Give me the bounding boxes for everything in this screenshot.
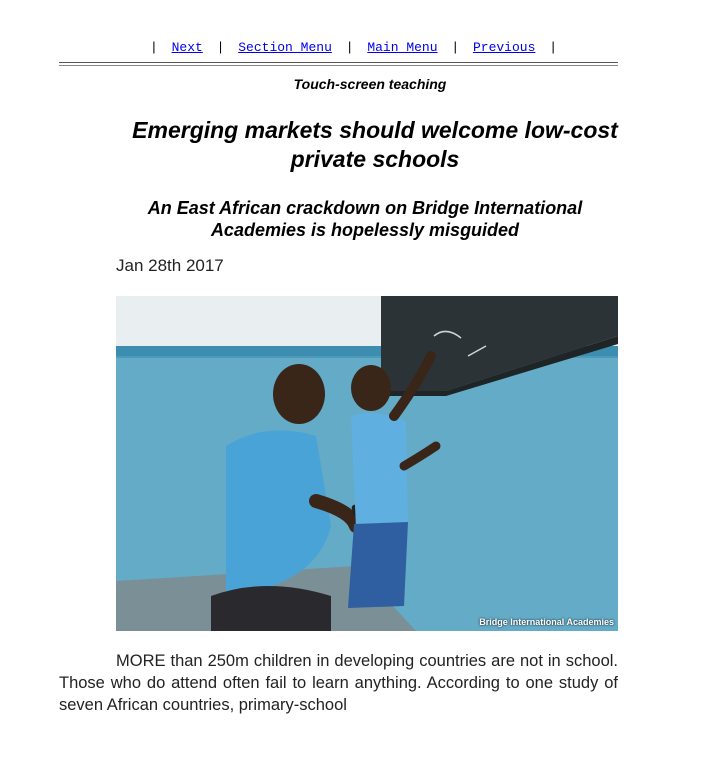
article-body <box>59 650 618 716</box>
nav-separator: | <box>149 40 158 55</box>
top-navigation <box>0 40 707 55</box>
nav-separator: | <box>451 40 460 55</box>
nav-previous-link[interactable]: Previous <box>472 40 536 55</box>
article-subheadline: An East African crackdown on Bridge International Academies is hopelessly misguided <box>147 198 583 240</box>
nav-section-menu-link[interactable]: Section Menu <box>238 40 332 55</box>
nav-main-menu-link[interactable]: Main Menu <box>367 40 438 55</box>
nav-separator: | <box>549 40 558 55</box>
divider <box>59 62 618 63</box>
article-headline: Emerging markets should welcome low-cost private schools <box>132 117 618 172</box>
nav-next-link[interactable]: Next <box>171 40 203 55</box>
article-kicker: Touch-screen teaching <box>293 76 447 92</box>
article-paragraph: MORE than 250m children in developing countries are not in school. Those who do attend often fail to learn anything. According to one study of seven African countries, primary-school <box>59 652 618 714</box>
photo-credit: Bridge International Academies <box>479 617 614 627</box>
article-date: Jan 28th 2017 <box>116 256 224 275</box>
nav-separator: | <box>216 40 225 55</box>
nav-separator: | <box>345 40 354 55</box>
classroom-photo-illustration <box>116 296 618 631</box>
article-photo <box>116 296 618 631</box>
divider <box>59 65 618 66</box>
